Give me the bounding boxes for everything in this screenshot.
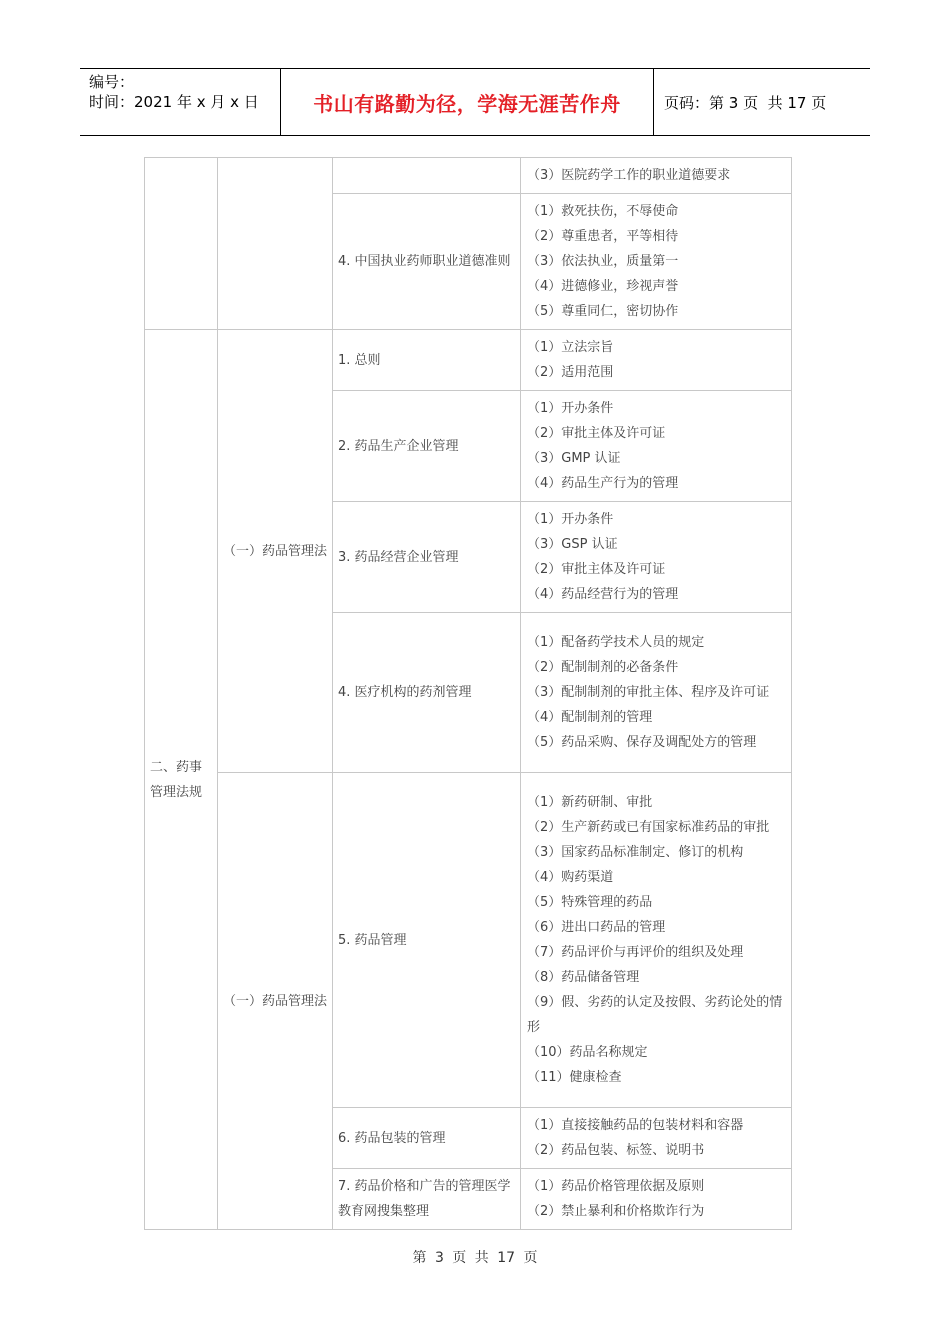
list-item: （4）进德修业，珍视声誉: [527, 279, 679, 294]
list-item: （8）药品储备管理: [527, 970, 640, 985]
list-item: （3）医院药学工作的职业道德要求: [527, 168, 731, 183]
list-item: （2）禁止暴利和价格欺诈行为: [527, 1204, 705, 1219]
list-item: （3）配制制剂的审批主体、程序及许可证: [527, 685, 770, 700]
topic-cell: 6. 药品包装的管理: [333, 1108, 521, 1169]
items-cell: [521, 502, 792, 613]
items-cell: [521, 194, 792, 330]
unit-cell: 二、药事管理法规: [145, 330, 218, 1230]
topic-cell: 3. 药品经营企业管理: [333, 502, 521, 613]
subunit-cell: [218, 158, 333, 330]
list-item: （3）国家药品标准制定、修订的机构: [527, 845, 744, 860]
document-time-label: 时间：2021 年 x 月 x 日: [89, 93, 259, 111]
list-item: （6）进出口药品的管理: [527, 920, 666, 935]
topic-cell: 4. 中国执业药师职业道德准则: [333, 194, 521, 330]
list-item: （5）特殊管理的药品: [527, 895, 653, 910]
list-item: （5）药品采购、保存及调配处方的管理: [527, 735, 757, 750]
list-item: （3）依法执业，质量第一: [527, 254, 679, 269]
list-item: （3）GSP 认证: [527, 537, 618, 552]
table-row: [145, 773, 792, 1108]
subunit-cell: （一）药品管理法: [218, 330, 333, 773]
table-row: [145, 158, 792, 194]
list-item: （3）GMP 认证: [527, 451, 621, 466]
items-cell: [521, 391, 792, 502]
list-item: （2）审批主体及许可证: [527, 426, 666, 441]
list-item: （2）药品包装、标签、说明书: [527, 1143, 705, 1158]
items-cell: [521, 158, 792, 194]
unit-cell: [145, 158, 218, 330]
list-item: （2）尊重患者，平等相待: [527, 229, 679, 244]
list-item: （2）适用范围: [527, 365, 614, 380]
table-row: [145, 330, 792, 391]
topic-cell: 2. 药品生产企业管理: [333, 391, 521, 502]
subunit-cell: （一）药品管理法: [218, 773, 333, 1230]
list-item: （1）救死扶伤，不辱使命: [527, 204, 679, 219]
list-item: （10）药品名称规定: [527, 1045, 648, 1060]
syllabus-table: [144, 157, 792, 1230]
document-number-label: 编号：: [89, 73, 135, 91]
header-page-info: [654, 69, 870, 135]
list-item: （1）开办条件: [527, 512, 614, 527]
list-item: （1）新药研制、审批: [527, 795, 653, 810]
topic-cell: 7. 药品价格和广告的管理医学教育网搜集整理: [333, 1169, 521, 1230]
list-item: （1）立法宗旨: [527, 340, 614, 355]
header-meta: [80, 69, 281, 135]
list-item: （4）药品生产行为的管理: [527, 476, 679, 491]
page-header: [80, 68, 870, 136]
list-item: （1）药品价格管理依据及原则: [527, 1179, 705, 1194]
items-cell: [521, 613, 792, 773]
list-item: （4）药品经营行为的管理: [527, 587, 679, 602]
footer-page-number: 第 3 页 共 17 页: [412, 1250, 538, 1266]
topic-cell: 1. 总则: [333, 330, 521, 391]
list-item: （2）审批主体及许可证: [527, 562, 666, 577]
topic-cell: 5. 药品管理: [333, 773, 521, 1108]
header-motto: 书山有路勤为径，学海无涯苦作舟: [281, 69, 654, 135]
list-item: （9）假、劣药的认定及按假、劣药论处的情形: [527, 995, 783, 1035]
items-cell: [521, 1108, 792, 1169]
topic-cell: 4. 医疗机构的药剂管理: [333, 613, 521, 773]
list-item: （1）开办条件: [527, 401, 614, 416]
items-cell: [521, 773, 792, 1108]
list-item: （4）配制制剂的管理: [527, 710, 653, 725]
list-item: （5）尊重同仁，密切协作: [527, 304, 679, 319]
list-item: （4）购药渠道: [527, 870, 614, 885]
list-item: （1）配备药学技术人员的规定: [527, 635, 705, 650]
list-item: （1）直接接触药品的包装材料和容器: [527, 1118, 744, 1133]
items-cell: [521, 330, 792, 391]
page-info-text: 页码：第 3 页 共 17 页: [664, 93, 827, 112]
page-footer: [0, 1247, 950, 1267]
list-item: （11）健康检查: [527, 1070, 622, 1085]
list-item: （2）生产新药或已有国家标准药品的审批: [527, 820, 770, 835]
topic-cell: [333, 158, 521, 194]
list-item: （7）药品评价与再评价的组织及处理: [527, 945, 744, 960]
items-cell: [521, 1169, 792, 1230]
list-item: （2）配制制剂的必备条件: [527, 660, 679, 675]
